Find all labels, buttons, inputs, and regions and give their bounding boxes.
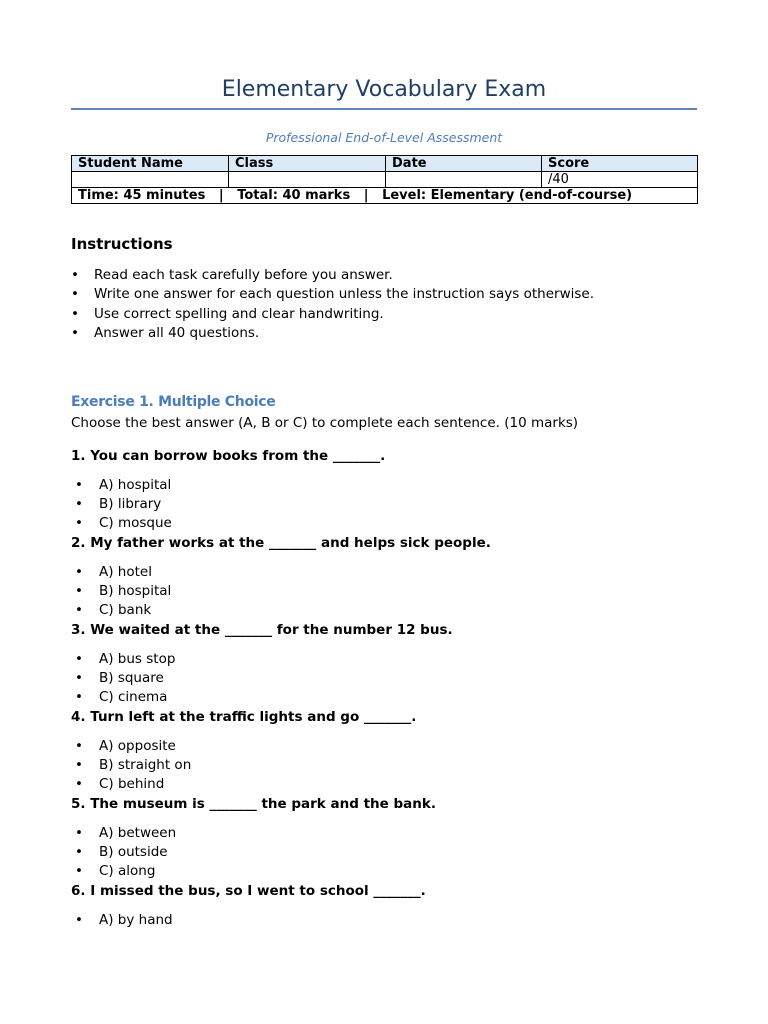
exam-page	[71, 0, 697, 930]
option-c[interactable]: • C) bank	[71, 601, 697, 620]
options-list	[71, 824, 697, 881]
option-a[interactable]: • A) hotel	[71, 563, 697, 582]
options-list	[71, 476, 697, 533]
instruction-item: • Answer all 40 questions.	[71, 324, 697, 343]
option-b[interactable]: • B) square	[71, 669, 697, 688]
score-header: Score	[542, 156, 698, 172]
student-name-header: Student Name	[72, 156, 229, 172]
option-b[interactable]: • B) outside	[71, 843, 697, 862]
instruction-item: • Write one answer for each question unless the instruction says otherwise.	[71, 285, 697, 304]
option-b[interactable]: • B) hospital	[71, 582, 697, 601]
info-header-row	[72, 156, 698, 172]
page-subtitle: Professional End-of-Level Assessment	[265, 130, 503, 145]
option-a[interactable]: • A) hospital	[71, 476, 697, 495]
page-title: Elementary Vocabulary Exam	[221, 77, 547, 102]
option-b[interactable]: • B) straight on	[71, 756, 697, 775]
instruction-item: • Use correct spelling and clear handwriting.	[71, 305, 697, 324]
options-list	[71, 737, 697, 794]
option-a[interactable]: • A) by hand	[71, 911, 697, 930]
instructions-list	[71, 266, 697, 343]
date-header: Date	[386, 156, 542, 172]
question-6: 6. I missed the bus, so I went to school _______.	[71, 883, 426, 900]
exercise-title: Exercise 1. Multiple Choice	[71, 394, 276, 411]
info-meta-row	[72, 188, 698, 204]
question-5: 5. The museum is _______ the park and the bank.	[71, 796, 436, 813]
exam-meta: Time: 45 minutes | Total: 40 marks | Level: Elementary (end-of-course)	[72, 188, 698, 204]
score-field[interactable]: /40	[542, 172, 698, 188]
question-2: 2. My father works at the _______ and helps sick people.	[71, 535, 491, 552]
question-1: 1. You can borrow books from the _______.	[71, 448, 386, 465]
student-name-field[interactable]	[72, 172, 229, 188]
option-a[interactable]: • A) opposite	[71, 737, 697, 756]
option-a[interactable]: • A) between	[71, 824, 697, 843]
option-c[interactable]: • C) cinema	[71, 688, 697, 707]
question-3: 3. We waited at the _______ for the number 12 bus.	[71, 622, 453, 639]
info-value-row	[72, 172, 698, 188]
instructions-heading: Instructions	[71, 235, 173, 253]
question-4: 4. Turn left at the traffic lights and go _______.	[71, 709, 417, 726]
student-info-table	[71, 155, 698, 204]
option-c[interactable]: • C) mosque	[71, 514, 697, 533]
option-a[interactable]: • A) bus stop	[71, 650, 697, 669]
instruction-item: • Read each task carefully before you answer.	[71, 266, 697, 285]
option-c[interactable]: • C) behind	[71, 775, 697, 794]
title-divider	[71, 108, 697, 110]
class-header: Class	[229, 156, 386, 172]
options-list	[71, 911, 697, 930]
class-field[interactable]	[229, 172, 386, 188]
date-field[interactable]	[386, 172, 542, 188]
options-list	[71, 563, 697, 620]
option-c[interactable]: • C) along	[71, 862, 697, 881]
options-list	[71, 650, 697, 707]
exercise-description: Choose the best answer (A, B or C) to complete each sentence. (10 marks)	[71, 415, 579, 432]
option-b[interactable]: • B) library	[71, 495, 697, 514]
